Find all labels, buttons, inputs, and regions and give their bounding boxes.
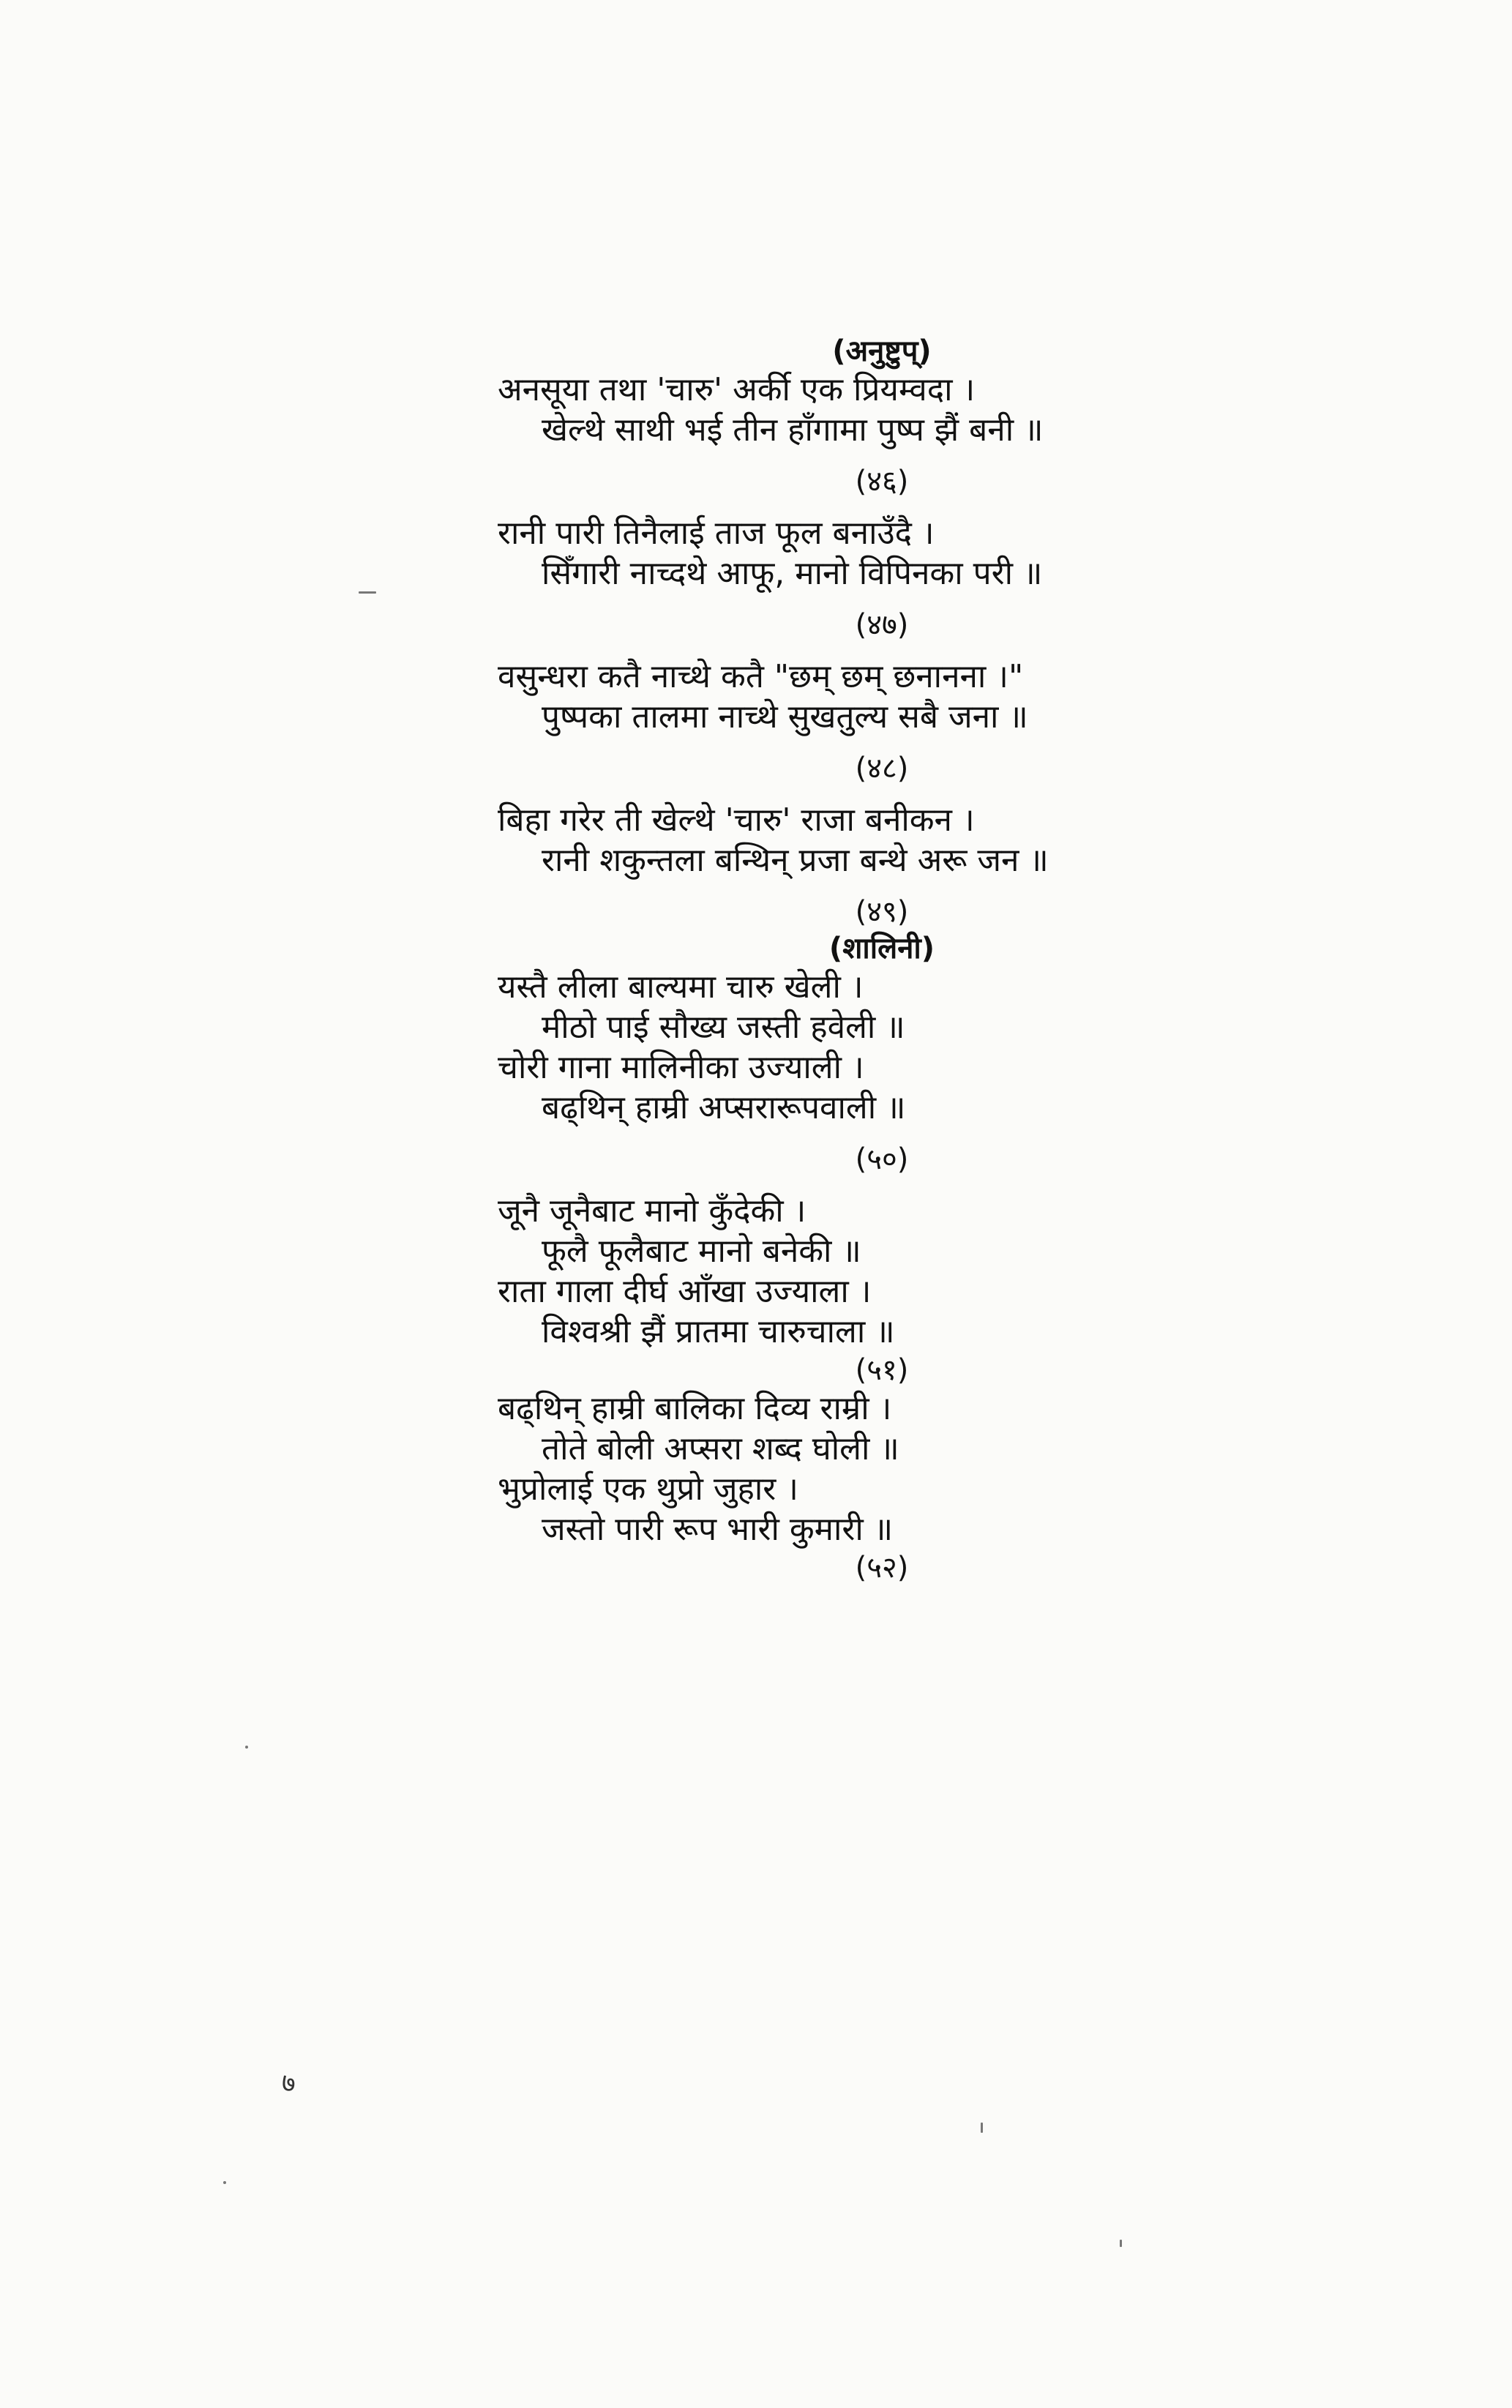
verse-line: जस्तो पारी रूप भारी कुमारी ॥ [542,1511,894,1548]
verse-number: (५२) [855,1551,909,1585]
verse-number: (४९) [855,895,909,929]
page-number: ७ [282,2068,296,2098]
verse-line: फूलै फूलैबाट मानो बनेकी ॥ [542,1233,861,1270]
verse-line: सिँगारी नाच्दथे आफू, मानो विपिनका परी ॥ [542,555,1043,592]
verse-line: विश्वश्री झैं प्रातमा चारुचाला ॥ [542,1313,895,1350]
verse-number: (४६) [855,465,909,498]
scan-speck [223,2181,226,2184]
verse-line: रानी पारी तिनैलाई ताज फूल बनाउँदै । [498,515,935,552]
verse-line: अनसूया तथा 'चारु' अर्की एक प्रियम्वदा । [498,371,976,408]
scan-speck [245,1746,248,1749]
verse-number: (५०) [855,1143,909,1176]
verse-line: बिहा गरेर ती खेल्थे 'चारु' राजा बनीकन । [498,801,975,839]
meter-title-shalini: (शालिनी) [828,932,935,965]
verse-line: मीठो पाई सौख्य जस्ती हवेली ॥ [542,1009,905,1046]
verse-line: भुप्रोलाई एक थुप्रो जुहार । [498,1470,798,1508]
verse-number: (५१) [855,1353,909,1387]
scan-speck [1120,2240,1122,2247]
verse-line: तोते बोली अप्सरा शब्द घोली ॥ [542,1430,899,1467]
verse-block [498,333,1266,1586]
verse-number: (४८) [855,752,909,785]
verse-line: जूनै जूनैबाट मानो कुँदेकी । [498,1192,806,1230]
verse-number: (४७) [855,608,909,642]
scan-speck [359,591,376,594]
verse-line: रानी शकुन्तला बन्थिन् प्रजा बन्थे अरू जन ॥ [542,842,1049,879]
verse-line: चोरी गाना मालिनीका उज्याली । [498,1049,864,1086]
verse-line: यस्तै लीला बाल्यमा चारु खेली । [498,968,864,1006]
verse-line: खेल्थे साथी भई तीन हाँगामा पुष्प झैं बनी ॥ [542,411,1044,449]
verse-line: वसुन्धरा कतै नाच्थे कतै "छम् छम् छनानना ।" [498,658,1024,695]
verse-line: बढ्थिन् हाम्री अप्सरारूपवाली ॥ [542,1089,906,1126]
scan-speck [981,2123,983,2133]
meter-title-anushtup: (अनुष्टुप्) [832,334,932,368]
verse-line: बढ्थिन् हाम्री बालिका दिव्य राम्री । [498,1390,892,1427]
verse-line: पुष्पका तालमा नाच्थे सुखतुल्य सबै जना ॥ [542,698,1028,736]
verse-line: राता गाला दीर्घ आँखा उज्याला । [498,1273,872,1310]
